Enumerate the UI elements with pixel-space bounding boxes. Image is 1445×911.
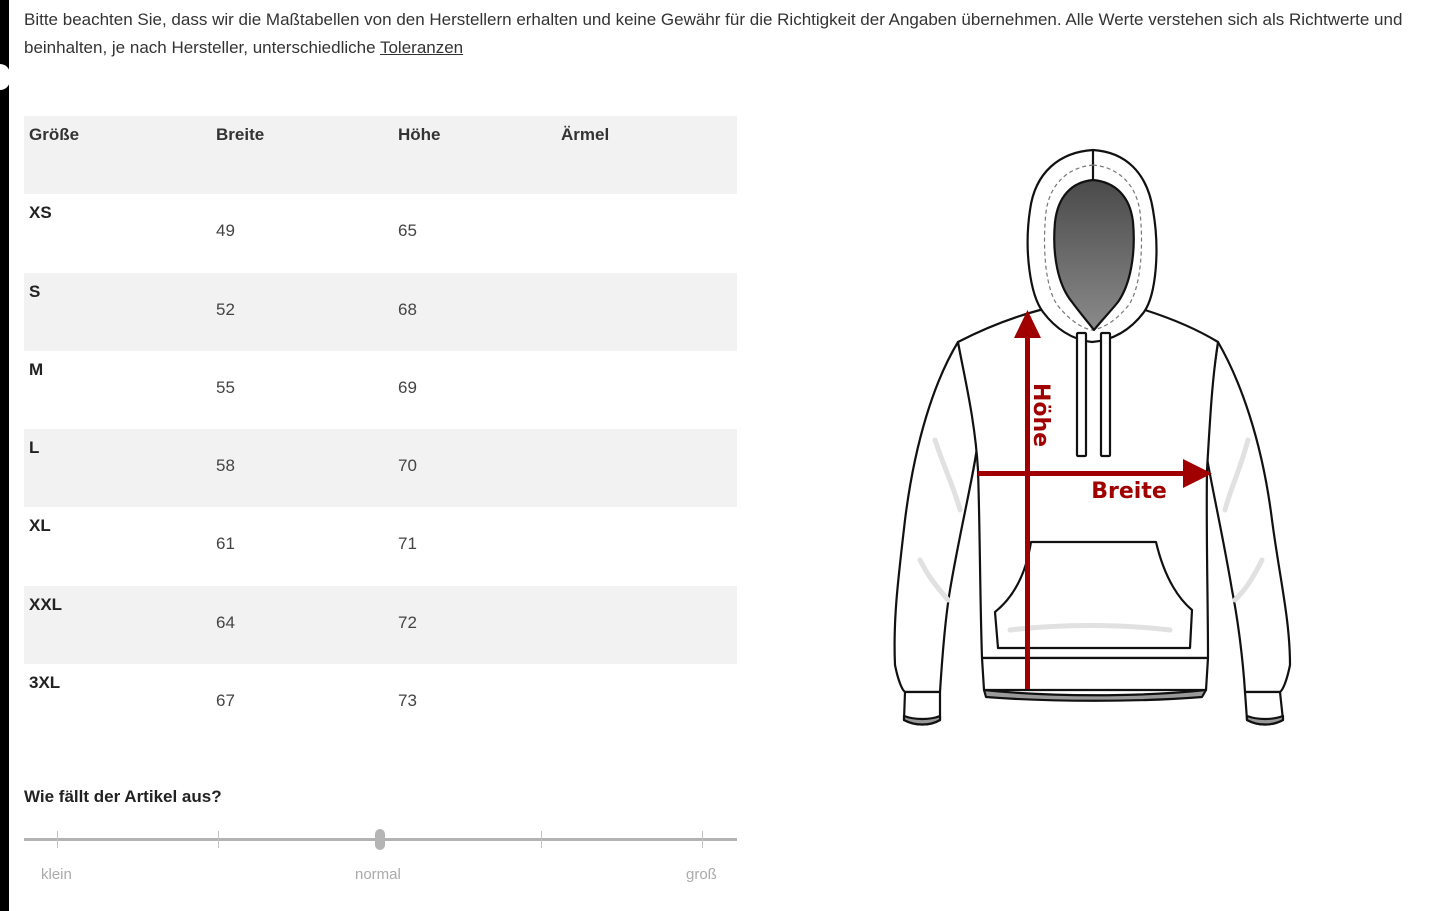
size-value: L — [29, 438, 40, 458]
hoodie-icon — [895, 150, 1290, 725]
header-width: Breite — [216, 125, 265, 144]
fit-label-small: klein — [41, 866, 72, 883]
size-value: XL — [29, 516, 51, 536]
size-value: S — [29, 281, 41, 301]
height-value: 65 — [398, 221, 417, 241]
slider-tick — [57, 831, 58, 848]
header-height: Höhe — [398, 125, 441, 144]
size-value: XXL — [29, 594, 63, 614]
fit-slider[interactable] — [24, 826, 737, 856]
width-label: Breite — [1091, 479, 1167, 504]
height-value: 71 — [398, 534, 417, 554]
slider-tick — [702, 831, 703, 848]
table-row — [24, 429, 737, 507]
height-value: 70 — [398, 456, 417, 476]
size-value: M — [29, 359, 44, 379]
table-row — [24, 351, 737, 429]
hoodie-measurement-illustration — [880, 140, 1300, 740]
table-row — [24, 194, 737, 272]
table-header-row — [24, 116, 737, 194]
size-value: 3XL — [29, 673, 61, 693]
header-size: Größe — [29, 125, 80, 144]
height-value: 69 — [398, 377, 417, 397]
size-value: XS — [29, 203, 52, 223]
tolerances-link[interactable]: Toleranzen — [379, 38, 464, 57]
width-value: 49 — [216, 221, 235, 241]
table-row — [24, 664, 737, 742]
table-row — [24, 507, 737, 585]
table-row — [24, 273, 737, 351]
width-value: 55 — [216, 377, 235, 397]
width-value: 67 — [216, 691, 235, 711]
window-edge — [0, 0, 9, 911]
height-label: Höhe — [1028, 382, 1053, 448]
height-value: 73 — [398, 691, 417, 711]
slider-tick — [541, 831, 542, 848]
width-value: 52 — [216, 299, 235, 319]
disclaimer-text: Bitte beachten Sie, dass wir die Maßtabellen von den Herstellern erhalten und keine Gewähr für die Richtigkeit der Angaben übernehmen. Alle Werte verstehen sich als Richtwerte und beinhalten, je nach Hersteller, unterschiedliche — [24, 10, 1403, 57]
fit-question: Wie fällt der Artikel aus? — [24, 787, 222, 806]
height-value: 68 — [398, 299, 417, 319]
header-sleeve: Ärmel — [561, 125, 610, 144]
slider-tick — [218, 831, 219, 848]
width-value: 64 — [216, 612, 235, 632]
width-value: 61 — [216, 534, 235, 554]
fit-label-large: groß — [686, 866, 717, 883]
size-disclaimer — [24, 6, 1442, 62]
table-row — [24, 586, 737, 664]
height-value: 72 — [398, 612, 417, 632]
size-table — [24, 116, 737, 742]
fit-label-normal: normal — [355, 866, 401, 883]
slider-thumb[interactable] — [375, 829, 385, 850]
width-value: 58 — [216, 456, 235, 476]
